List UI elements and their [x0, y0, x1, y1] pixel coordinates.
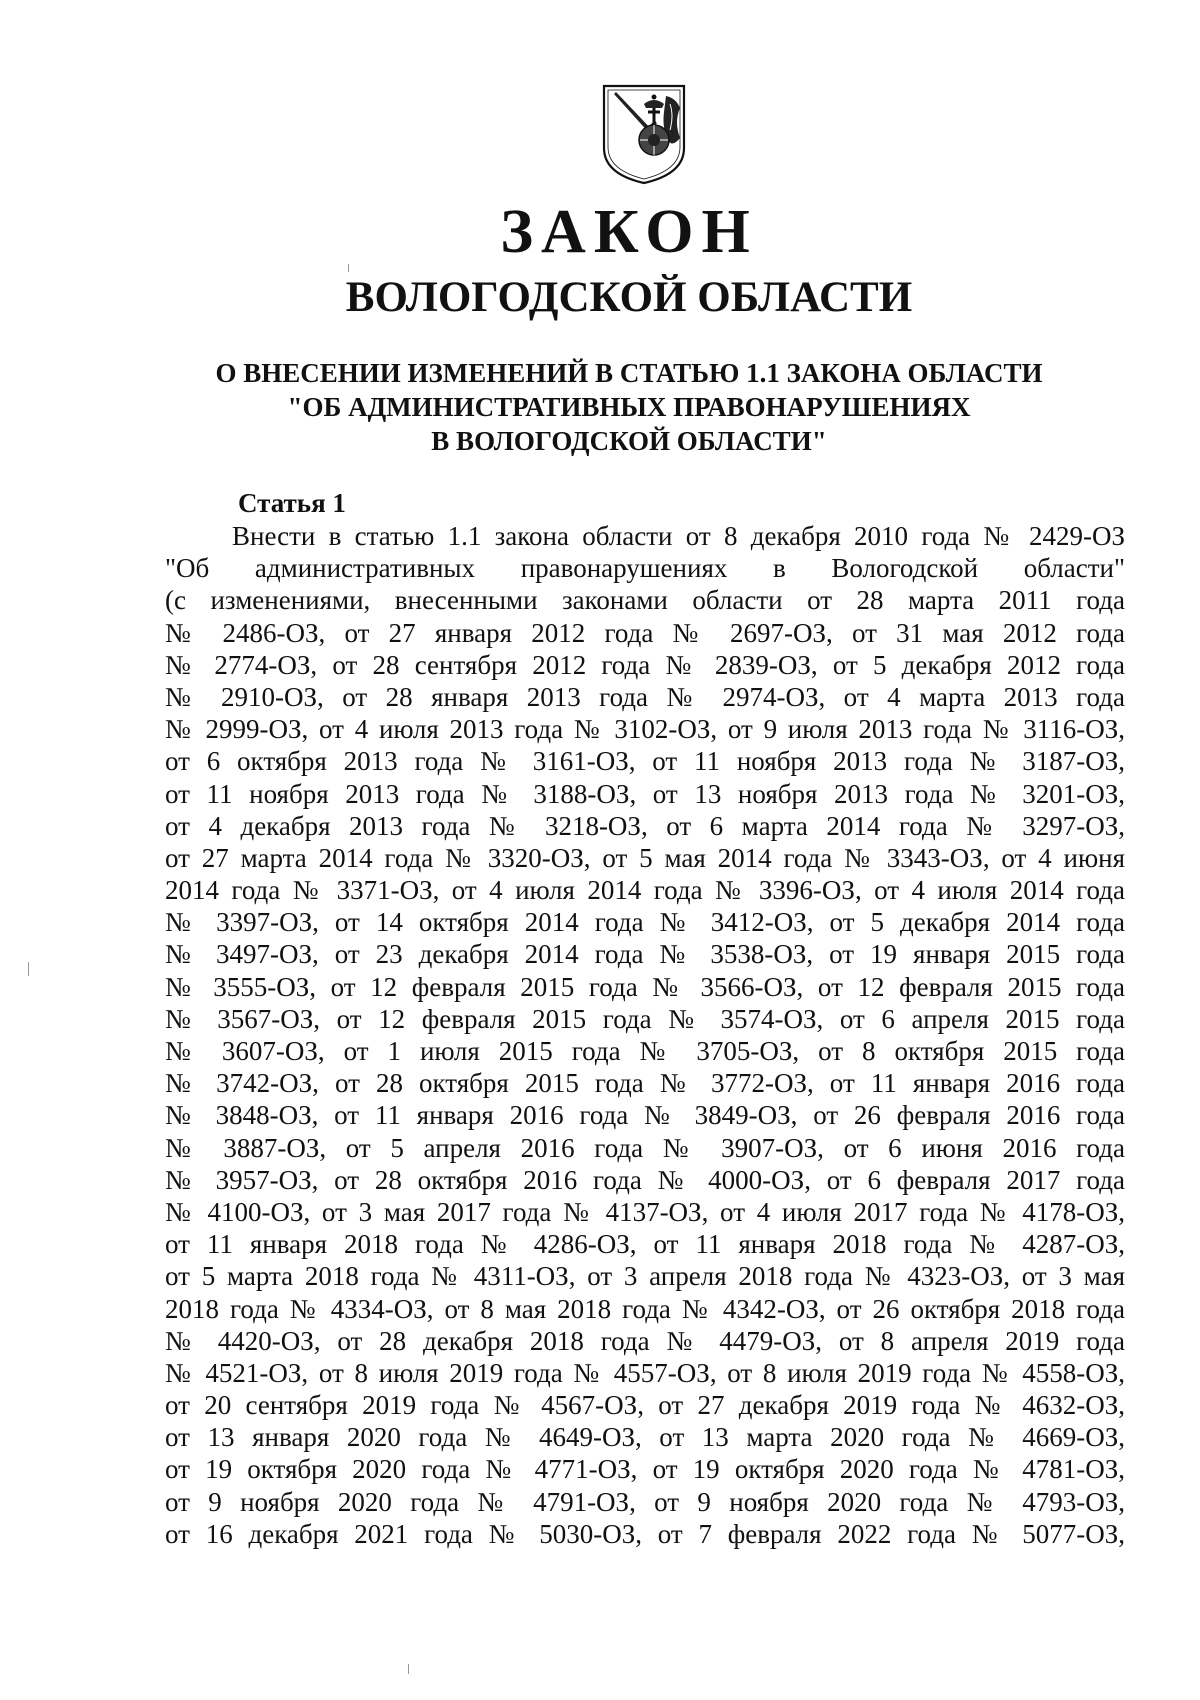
- body-line: № 3607-ОЗ, от 1 июля 2015 года № 3705-ОЗ, от 8 октября 2015 года: [165, 1036, 1125, 1066]
- body-line: № 3567-ОЗ, от 12 февраля 2015 года № 3574-ОЗ, от 6 апреля 2015 года: [165, 1003, 1125, 1034]
- body-line: № 2910-ОЗ, от 28 января 2013 года № 2974-ОЗ, от 4 марта 2013 года: [165, 681, 1125, 712]
- coat-of-arms-icon: [600, 82, 688, 186]
- body-line: от 19 октября 2020 года № 4771-ОЗ, от 19 октября 2020 года № 4781-ОЗ,: [165, 1454, 1125, 1485]
- body-line: (с изменениями, внесенными законами области от 28 марта 2011 года: [165, 585, 1125, 616]
- body-line: 2018 года № 4334-ОЗ, от 8 мая 2018 года № 4342-ОЗ, от 26 октября 2018 года: [165, 1293, 1125, 1324]
- scan-mark: [408, 1664, 409, 1674]
- document-title: ЗАКОН: [500, 198, 758, 266]
- document-region: ВОЛОГОДСКОЙ ОБЛАСТИ: [345, 274, 913, 321]
- scan-mark: [28, 962, 29, 976]
- subject-line: "ОБ АДМИНИСТРАТИВНЫХ ПРАВОНАРУШЕНИЯХ: [287, 392, 971, 422]
- subject-line: О ВНЕСЕНИИ ИЗМЕНЕНИЙ В СТАТЬЮ 1.1 ЗАКОНА ОБЛАСТИ: [215, 358, 1043, 388]
- body-line: от 9 ноября 2020 года № 4791-ОЗ, от 9 ноября 2020 года № 4793-ОЗ,: [165, 1486, 1125, 1517]
- body-line: 2014 года № 3371-ОЗ, от 4 июля 2014 года № 3396-ОЗ, от 4 июля 2014 года: [165, 875, 1125, 906]
- subject-line: В ВОЛОГОДСКОЙ ОБЛАСТИ": [431, 426, 827, 456]
- body-line: от 11 ноября 2013 года № 3188-ОЗ, от 13 ноября 2013 года № 3201-ОЗ,: [165, 778, 1125, 809]
- body-line: № 2774-ОЗ, от 28 сентября 2012 года № 2839-ОЗ, от 5 декабря 2012 года: [165, 649, 1125, 680]
- body-line: от 16 декабря 2021 года № 5030-ОЗ, от 7 февраля 2022 года № 5077-ОЗ,: [165, 1518, 1125, 1549]
- body-line: от 5 марта 2018 года № 4311-ОЗ, от 3 апреля 2018 года № 4323-ОЗ, от 3 мая: [165, 1261, 1125, 1292]
- article-body: [165, 520, 1125, 1550]
- scan-mark: [348, 264, 349, 272]
- document-subject: [0, 356, 1200, 458]
- body-line: № 4420-ОЗ, от 28 декабря 2018 года № 4479-ОЗ, от 8 апреля 2019 года: [165, 1325, 1125, 1356]
- body-line: № 3887-ОЗ, от 5 апреля 2016 года № 3907-ОЗ, от 6 июня 2016 года: [165, 1132, 1125, 1163]
- body-line: от 27 марта 2014 года № 3320-ОЗ, от 5 мая 2014 года № 3343-ОЗ, от 4 июня: [165, 842, 1125, 873]
- body-line: от 20 сентября 2019 года № 4567-ОЗ, от 27 декабря 2019 года № 4632-ОЗ,: [165, 1390, 1125, 1421]
- body-line: № 3555-ОЗ, от 12 февраля 2015 года № 3566-ОЗ, от 12 февраля 2015 года: [165, 971, 1125, 1002]
- body-line: № 3497-ОЗ, от 23 декабря 2014 года № 3538-ОЗ, от 19 января 2015 года: [165, 939, 1125, 970]
- body-line: № 2486-ОЗ, от 27 января 2012 года № 2697-ОЗ, от 31 мая 2012 года: [165, 617, 1125, 648]
- body-line: № 3397-ОЗ, от 14 октября 2014 года № 3412-ОЗ, от 5 декабря 2014 года: [165, 907, 1125, 938]
- body-line: № 3957-ОЗ, от 28 октября 2016 года № 4000-ОЗ, от 6 февраля 2017 года: [165, 1164, 1125, 1195]
- body-line: № 4521-ОЗ, от 8 июля 2019 года № 4557-ОЗ, от 8 июля 2019 года № 4558-ОЗ,: [165, 1357, 1125, 1388]
- article-heading: Статья 1: [238, 488, 346, 518]
- body-line: № 3742-ОЗ, от 28 октября 2015 года № 3772-ОЗ, от 11 января 2016 года: [165, 1068, 1125, 1099]
- body-line: Внести в статью 1.1 закона области от 8 декабря 2010 года № 2429-ОЗ: [232, 521, 1125, 551]
- body-line: от 11 января 2018 года № 4286-ОЗ, от 11 января 2018 года № 4287-ОЗ,: [165, 1229, 1125, 1260]
- body-line: № 4100-ОЗ, от 3 мая 2017 года № 4137-ОЗ, от 4 июля 2017 года № 4178-ОЗ,: [165, 1196, 1125, 1227]
- body-line: от 6 октября 2013 года № 3161-ОЗ, от 11 ноября 2013 года № 3187-ОЗ,: [165, 746, 1125, 777]
- body-line: "Об административных правонарушениях в Вологодской области": [165, 553, 1125, 584]
- body-line: от 13 января 2020 года № 4649-ОЗ, от 13 марта 2020 года № 4669-ОЗ,: [165, 1422, 1125, 1453]
- body-line: № 2999-ОЗ, от 4 июля 2013 года № 3102-ОЗ, от 9 июля 2013 года № 3116-ОЗ,: [165, 714, 1125, 745]
- body-line: от 4 декабря 2013 года № 3218-ОЗ, от 6 марта 2014 года № 3297-ОЗ,: [165, 810, 1125, 841]
- body-line: № 3848-ОЗ, от 11 января 2016 года № 3849-ОЗ, от 26 февраля 2016 года: [165, 1100, 1125, 1131]
